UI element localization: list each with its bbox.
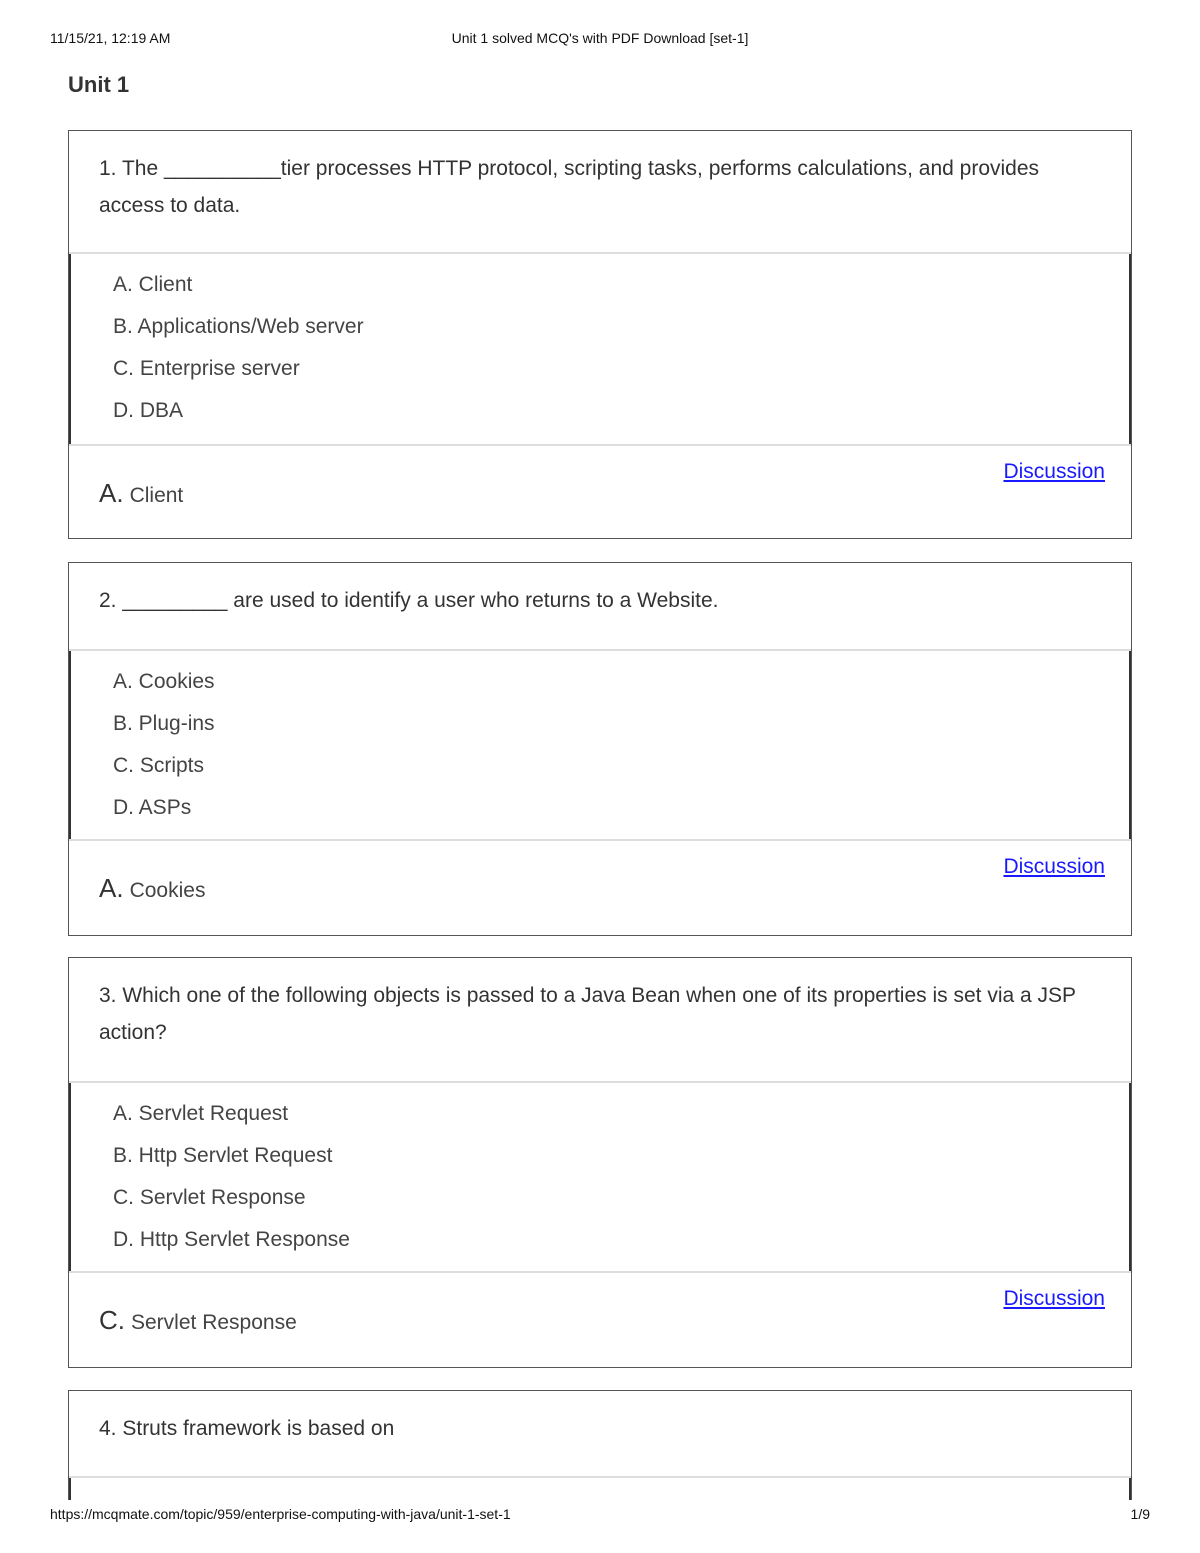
print-header <box>50 30 1150 50</box>
option-item[interactable]: D. ASPs <box>113 796 192 819</box>
option-item[interactable]: B. Plug-ins <box>113 712 215 735</box>
options-list <box>69 1478 1131 1500</box>
answer-letter: A. <box>99 478 124 508</box>
question-card <box>68 562 1132 936</box>
option-item[interactable]: B. Http Servlet Request <box>113 1144 333 1167</box>
answer-text: Client <box>129 484 184 507</box>
question-card <box>68 1390 1132 1500</box>
print-url: https://mcqmate.com/topic/959/enterprise-computing-with-java/unit-1-set-1 <box>50 1506 511 1522</box>
question-text: 3. Which one of the following objects is passed to a Java Bean when one of its properties is set via a JSP action? <box>69 958 1131 1083</box>
option-item[interactable]: C. Scripts <box>113 754 205 777</box>
discussion-link[interactable]: Discussion <box>1003 855 1105 878</box>
discussion-link[interactable]: Discussion <box>1003 1287 1105 1310</box>
options-list <box>69 651 1131 839</box>
answer-section <box>69 1271 1131 1367</box>
options-list <box>69 254 1131 444</box>
option-item[interactable]: B. Applications/Web server <box>113 315 364 338</box>
question-text: 2. _________ are used to identify a user who returns to a Website. <box>69 563 1131 651</box>
option-item[interactable]: A. Cookies <box>113 670 215 693</box>
answer-letter: C. <box>99 1305 125 1335</box>
answer <box>99 478 183 509</box>
answer <box>99 873 205 904</box>
answer-section <box>69 444 1131 538</box>
print-doc-title: Unit 1 solved MCQ's with PDF Download [set-1] <box>451 30 749 46</box>
answer-text: Servlet Response <box>131 1311 297 1334</box>
question-text: 4. Struts framework is based on <box>69 1391 1131 1478</box>
option-item[interactable]: A. Client <box>113 273 193 296</box>
answer-section <box>69 839 1131 935</box>
option-item[interactable]: D. DBA <box>113 399 184 422</box>
print-datetime: 11/15/21, 12:19 AM <box>50 30 171 46</box>
options-list <box>69 1083 1131 1271</box>
option-item[interactable]: C. Servlet Response <box>113 1186 306 1209</box>
option-item[interactable]: D. Http Servlet Response <box>113 1228 350 1251</box>
print-footer <box>50 1506 1150 1526</box>
answer <box>99 1305 297 1336</box>
option-item[interactable]: A. Servlet Request <box>113 1102 289 1125</box>
unit-title: Unit 1 <box>68 72 130 97</box>
question-text: 1. The __________tier processes HTTP protocol, scripting tasks, performs calculations, and provides access to data. <box>69 131 1131 254</box>
question-card <box>68 957 1132 1368</box>
answer-text: Cookies <box>129 879 206 902</box>
option-item[interactable]: C. Enterprise server <box>113 357 300 380</box>
page-number: 1/9 <box>1130 1506 1150 1522</box>
discussion-link[interactable]: Discussion <box>1003 460 1105 483</box>
answer-letter: A. <box>99 873 124 903</box>
question-card <box>68 130 1132 539</box>
